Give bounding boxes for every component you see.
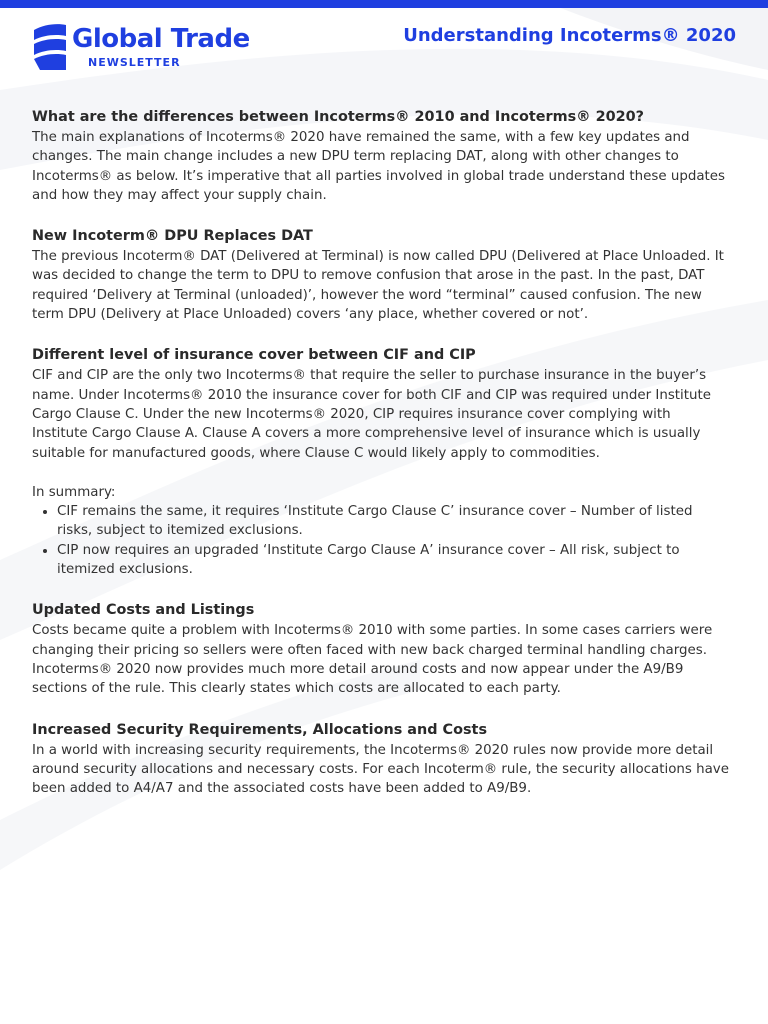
brand-subtitle: NEWSLETTER (88, 56, 181, 69)
section-paragraph: In a world with increasing security requirements, the Incoterms® 2020 rules now provide more detail around security allocations and necessary costs. For each Incoterm® rule, the security allocations have been added to A4/A7 and the associated costs have been added to A9/B9. (32, 742, 729, 797)
section-heading: New Incoterm® DPU Replaces DAT (32, 228, 313, 245)
brand-logo[interactable] (32, 22, 282, 74)
section-security (32, 719, 730, 799)
section-heading: Different level of insurance cover between CIF and CIP (32, 347, 476, 364)
page-title: Understanding Incoterms® 2020 (403, 25, 736, 46)
section-heading: Updated Costs and Listings (32, 602, 255, 619)
list-item: • CIP now requires an upgraded ‘Institute Cargo Clause A’ insurance cover – All risk, subject to itemized exclusions. (57, 541, 730, 580)
section-heading: Increased Security Requirements, Allocations and Costs (32, 721, 488, 738)
list-item: • CIF remains the same, it requires ‘Institute Cargo Clause C’ insurance cover – Number of listed risks, subject to itemized exclusions. (57, 502, 730, 541)
section-heading: What are the differences between Incoterms® 2010 and Incoterms® 2020? (32, 109, 644, 125)
section-dpu (32, 225, 730, 324)
section-paragraph: The main explanations of Incoterms® 2020 have remained the same, with a few key updates and changes. The main change includes a new DPU term replacing DAT, along with other changes to Incoterms® as below. It’s imperative that all parties involved in global trade understand these updates and how they may affect your supply chain. (32, 130, 726, 203)
summary-label: In summary: (32, 484, 116, 500)
summary-list (32, 502, 730, 579)
globe-logo-icon (32, 22, 70, 72)
section-paragraph: Costs became quite a problem with Incoterms® 2010 with some parties. In some cases carriers were changing their pricing so sellers were often faced with new back charged terminal handling charges. Incoterms® 2020 now provides much more detail around costs and now appear under the A9/B9 sections of the rule. This clearly states which costs are allocated to each party. (32, 623, 713, 697)
section-summary (32, 483, 730, 579)
brand-name: Global Trade (72, 24, 250, 54)
article-body (32, 106, 730, 818)
section-paragraph: CIF and CIP are the only two Incoterms® that require the seller to purchase insurance in the buyer’s name. Under Incoterms® 2010 the insurance cover for both CIF and CIP was required under Institute Cargo Clause C. Under the new Incoterms® 2020, CIP requires insurance cover complying with Institute Cargo Clause A. Clause A covers a more comprehensive level of insurance which is usually suitable for manufactured goods, where Clause C would likely apply to commodities. (32, 368, 711, 461)
section-differences (32, 106, 730, 205)
top-accent-bar (0, 0, 768, 8)
header (0, 8, 768, 88)
section-insurance (32, 344, 730, 462)
section-costs (32, 599, 730, 698)
section-paragraph: The previous Incoterm® DAT (Delivered at Terminal) is now called DPU (Delivered at Place Unloaded. It was decided to change the term to DPU to remove confusion that arose in the past. In the past, DAT required ‘Delivery at Terminal (unloaded)’, however the word “terminal” caused confusion. The new term DPU (Delivery at Place Unloaded) covers ‘any place, whether covered or not’. (32, 249, 724, 323)
